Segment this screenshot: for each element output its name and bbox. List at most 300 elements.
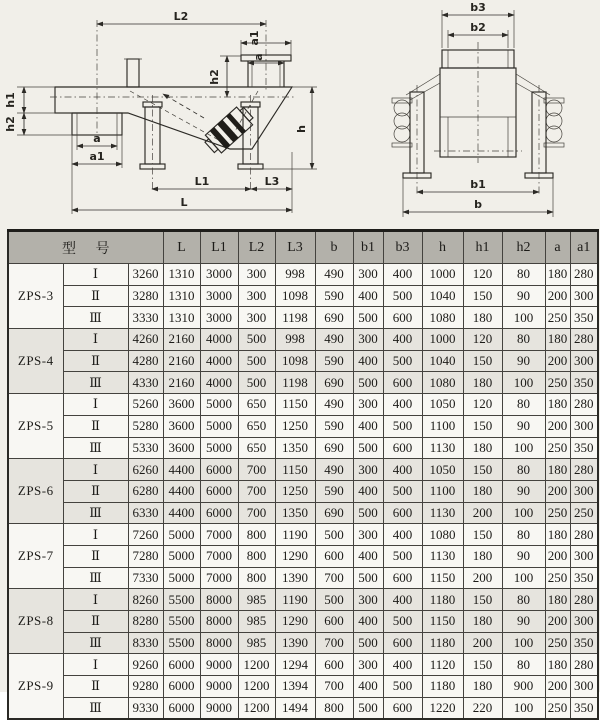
table-cell: 200: [463, 567, 502, 589]
table-cell: 5000: [163, 524, 200, 546]
dim-label-l2: L2: [173, 10, 189, 23]
table-cell: 120: [463, 329, 502, 351]
table-cell: 500: [238, 329, 275, 351]
table-cell: 3600: [163, 394, 200, 416]
table-cell: 1040: [422, 285, 463, 307]
grade-cell: Ⅱ: [63, 611, 128, 633]
table-cell: 1250: [275, 480, 315, 502]
side-view-diagram: [0, 0, 390, 229]
table-cell: 1190: [275, 524, 315, 546]
header-col-b: b: [315, 231, 353, 264]
model-cell: ZPS-6: [8, 459, 63, 524]
grade-cell: Ⅲ: [63, 437, 128, 459]
grade-cell: Ⅲ: [63, 697, 128, 719]
table-cell: 200: [463, 632, 502, 654]
table-cell: 90: [502, 350, 545, 372]
table-cell: 250: [545, 372, 570, 394]
table-cell: 590: [315, 350, 353, 372]
table-cell: 300: [353, 329, 383, 351]
table-cell: 690: [315, 307, 353, 329]
table-cell: 180: [463, 611, 502, 633]
grade-cell: Ⅰ: [63, 264, 128, 286]
table-cell: 490: [315, 459, 353, 481]
dim-label-b3: b3: [470, 1, 486, 14]
table-cell: 350: [570, 632, 598, 654]
table-cell: 6000: [163, 676, 200, 698]
model-cell: ZPS-3: [8, 264, 63, 329]
table-cell: 6000: [200, 459, 238, 481]
table-cell: 400: [383, 654, 422, 676]
grade-cell: Ⅲ: [63, 372, 128, 394]
table-cell: 100: [502, 567, 545, 589]
table-cell: 8280: [128, 611, 163, 633]
table-cell: 1130: [422, 545, 463, 567]
table-cell: 650: [238, 415, 275, 437]
table-cell: 700: [238, 459, 275, 481]
table-cell: 1000: [422, 329, 463, 351]
table-cell: 120: [463, 264, 502, 286]
table-cell: 300: [238, 307, 275, 329]
table-cell: 200: [545, 415, 570, 437]
table-cell: 600: [383, 437, 422, 459]
table-cell: 600: [383, 502, 422, 524]
table-cell: 80: [502, 394, 545, 416]
table-cell: 400: [353, 350, 383, 372]
table-cell: 5000: [200, 415, 238, 437]
table-cell: 80: [502, 264, 545, 286]
spring-right: [546, 100, 562, 142]
dim-label-a1-top: a1: [248, 30, 261, 46]
table-cell: 90: [502, 611, 545, 633]
table-cell: 6000: [200, 480, 238, 502]
table-cell: 200: [545, 350, 570, 372]
table-row: [8, 480, 598, 502]
table-cell: 150: [463, 589, 502, 611]
grade-cell: Ⅰ: [63, 589, 128, 611]
table-cell: 500: [383, 676, 422, 698]
table-cell: 400: [353, 285, 383, 307]
body-outline: [434, 42, 522, 163]
end-view-diagram: [390, 0, 600, 229]
spec-table: [7, 229, 599, 720]
table-cell: 300: [570, 676, 598, 698]
table-cell: 700: [315, 676, 353, 698]
table-cell: 3000: [200, 285, 238, 307]
table-cell: 7000: [200, 567, 238, 589]
table-cell: 4000: [200, 329, 238, 351]
header-col-L: L: [163, 231, 200, 264]
table-cell: 590: [315, 285, 353, 307]
table-cell: 1350: [275, 502, 315, 524]
table-cell: 3000: [200, 264, 238, 286]
grade-cell: Ⅰ: [63, 654, 128, 676]
table-cell: 7280: [128, 545, 163, 567]
table-cell: 1198: [275, 307, 315, 329]
table-cell: 400: [383, 524, 422, 546]
grade-cell: Ⅰ: [63, 394, 128, 416]
top-pipe-stub: [124, 59, 142, 87]
table-cell: 400: [383, 329, 422, 351]
table-cell: 80: [502, 654, 545, 676]
table-cell: 350: [570, 437, 598, 459]
table-cell: 800: [238, 567, 275, 589]
table-row: [8, 545, 598, 567]
table-cell: 600: [383, 307, 422, 329]
spring-left: [394, 100, 410, 142]
grade-cell: Ⅰ: [63, 329, 128, 351]
table-cell: 120: [463, 394, 502, 416]
table-cell: 690: [315, 372, 353, 394]
table-cell: 700: [315, 632, 353, 654]
table-cell: 1080: [422, 524, 463, 546]
table-cell: 1294: [275, 654, 315, 676]
table-cell: 1150: [275, 459, 315, 481]
table-cell: 1290: [275, 545, 315, 567]
table-cell: 1250: [275, 415, 315, 437]
table-cell: 80: [502, 524, 545, 546]
table-cell: 150: [463, 654, 502, 676]
table-cell: 280: [570, 524, 598, 546]
table-cell: 6000: [200, 502, 238, 524]
table-cell: 4260: [128, 329, 163, 351]
table-cell: 5000: [200, 437, 238, 459]
header-col-L2: L2: [238, 231, 275, 264]
table-cell: 350: [570, 372, 598, 394]
table-row: [8, 632, 598, 654]
table-cell: 200: [545, 611, 570, 633]
grade-cell: Ⅱ: [63, 480, 128, 502]
table-cell: 280: [570, 589, 598, 611]
table-cell: 6000: [163, 654, 200, 676]
table-cell: 9000: [200, 654, 238, 676]
table-cell: 100: [502, 307, 545, 329]
table-cell: 180: [545, 394, 570, 416]
table-cell: 300: [570, 545, 598, 567]
table-cell: 6260: [128, 459, 163, 481]
table-cell: 500: [315, 524, 353, 546]
drawings-area: [0, 0, 600, 229]
table-cell: 900: [502, 676, 545, 698]
table-row: [8, 611, 598, 633]
table-cell: 4000: [200, 372, 238, 394]
table-cell: 500: [353, 567, 383, 589]
table-cell: 250: [545, 697, 570, 719]
table-cell: 3330: [128, 307, 163, 329]
table-cell: 5330: [128, 437, 163, 459]
table-cell: 4330: [128, 372, 163, 394]
table-cell: 400: [353, 415, 383, 437]
table-cell: 200: [545, 676, 570, 698]
table-cell: 300: [353, 654, 383, 676]
table-cell: 300: [238, 285, 275, 307]
table-cell: 200: [545, 545, 570, 567]
table-cell: 350: [570, 307, 598, 329]
table-cell: 1394: [275, 676, 315, 698]
table-cell: 250: [570, 502, 598, 524]
table-cell: 500: [383, 480, 422, 502]
table-cell: 300: [353, 394, 383, 416]
dim-label-b2: b2: [470, 21, 486, 34]
table-cell: 250: [545, 567, 570, 589]
table-cell: 5280: [128, 415, 163, 437]
table-cell: 8000: [200, 589, 238, 611]
table-cell: 180: [545, 654, 570, 676]
table-cell: 1190: [275, 589, 315, 611]
table-cell: 400: [383, 264, 422, 286]
table-cell: 400: [353, 480, 383, 502]
table-cell: 1000: [422, 264, 463, 286]
table-cell: 1390: [275, 567, 315, 589]
header-col-a: a: [545, 231, 570, 264]
table-cell: 1220: [422, 697, 463, 719]
table-row: [8, 437, 598, 459]
model-cell: ZPS-8: [8, 589, 63, 654]
table-row: [8, 654, 598, 676]
table-cell: 80: [502, 459, 545, 481]
table-cell: 1150: [422, 611, 463, 633]
table-cell: 9260: [128, 654, 163, 676]
table-cell: 490: [315, 329, 353, 351]
table-cell: 500: [315, 589, 353, 611]
table-cell: 500: [353, 697, 383, 719]
dim-label-b1: b1: [470, 178, 486, 191]
table-cell: 300: [353, 459, 383, 481]
table-cell: 300: [570, 611, 598, 633]
table-cell: 8000: [200, 611, 238, 633]
table-cell: 590: [315, 480, 353, 502]
table-cell: 998: [275, 264, 315, 286]
grade-cell: Ⅱ: [63, 676, 128, 698]
table-cell: 1098: [275, 350, 315, 372]
table-cell: 300: [570, 480, 598, 502]
table-cell: 3260: [128, 264, 163, 286]
grade-cell: Ⅲ: [63, 567, 128, 589]
table-cell: 150: [463, 524, 502, 546]
grade-cell: Ⅰ: [63, 524, 128, 546]
table-cell: 500: [383, 611, 422, 633]
grade-cell: Ⅲ: [63, 307, 128, 329]
table-row: [8, 285, 598, 307]
table-cell: 150: [463, 285, 502, 307]
table-cell: 500: [353, 372, 383, 394]
table-cell: 700: [315, 567, 353, 589]
model-cell: ZPS-9: [8, 654, 63, 720]
table-cell: 500: [383, 350, 422, 372]
header-col-a1: a1: [570, 231, 598, 264]
table-cell: 100: [502, 632, 545, 654]
table-cell: 7260: [128, 524, 163, 546]
table-cell: 650: [238, 394, 275, 416]
table-cell: 8260: [128, 589, 163, 611]
table-cell: 500: [353, 632, 383, 654]
table-cell: 1130: [422, 437, 463, 459]
table-cell: 200: [463, 502, 502, 524]
grade-cell: Ⅱ: [63, 415, 128, 437]
table-cell: 250: [545, 502, 570, 524]
dim-label-l3: L3: [264, 175, 280, 188]
table-cell: 5500: [163, 589, 200, 611]
table-cell: 998: [275, 329, 315, 351]
table-cell: 600: [383, 632, 422, 654]
table-cell: 1180: [422, 676, 463, 698]
table-cell: 985: [238, 611, 275, 633]
header-col-b1: b1: [353, 231, 383, 264]
table-cell: 180: [463, 307, 502, 329]
grade-cell: Ⅱ: [63, 285, 128, 307]
table-cell: 1120: [422, 654, 463, 676]
table-cell: 1050: [422, 394, 463, 416]
model-cell: ZPS-7: [8, 524, 63, 589]
table-cell: 300: [353, 589, 383, 611]
table-cell: 1130: [422, 502, 463, 524]
table-cell: 600: [383, 697, 422, 719]
table-row: [8, 524, 598, 546]
table-cell: 1180: [422, 589, 463, 611]
table-cell: 7000: [200, 524, 238, 546]
table-cell: 7330: [128, 567, 163, 589]
table-cell: 9280: [128, 676, 163, 698]
table-cell: 500: [383, 285, 422, 307]
table-cell: 300: [570, 285, 598, 307]
table-cell: 400: [353, 676, 383, 698]
table-cell: 1290: [275, 611, 315, 633]
table-cell: 350: [570, 697, 598, 719]
table-cell: 500: [383, 545, 422, 567]
table-cell: 3600: [163, 437, 200, 459]
table-cell: 80: [502, 329, 545, 351]
table-cell: 6330: [128, 502, 163, 524]
grade-cell: Ⅰ: [63, 459, 128, 481]
table-cell: 300: [570, 350, 598, 372]
table-cell: 9000: [200, 676, 238, 698]
table-cell: 280: [570, 329, 598, 351]
table-cell: 5500: [163, 611, 200, 633]
table-cell: 600: [315, 611, 353, 633]
grade-cell: Ⅲ: [63, 632, 128, 654]
table-cell: 5000: [200, 394, 238, 416]
table-cell: 180: [545, 329, 570, 351]
table-cell: 1098: [275, 285, 315, 307]
table-cell: 400: [353, 545, 383, 567]
table-cell: 180: [463, 545, 502, 567]
table-cell: 1100: [422, 480, 463, 502]
trough-outline: [50, 87, 296, 149]
table-row: [8, 350, 598, 372]
table-cell: 150: [463, 415, 502, 437]
header-col-b3: b3: [383, 231, 422, 264]
table-cell: 6000: [163, 697, 200, 719]
table-cell: 500: [353, 502, 383, 524]
table-cell: 90: [502, 285, 545, 307]
table-cell: 180: [545, 589, 570, 611]
table-cell: 800: [238, 524, 275, 546]
table-cell: 1198: [275, 372, 315, 394]
table-cell: 1310: [163, 285, 200, 307]
table-cell: 500: [238, 350, 275, 372]
table-row: [8, 394, 598, 416]
table-cell: 9000: [200, 697, 238, 719]
table-cell: 500: [383, 415, 422, 437]
table-cell: 180: [463, 437, 502, 459]
table-cell: 1200: [238, 697, 275, 719]
table-cell: 500: [353, 307, 383, 329]
table-row: [8, 697, 598, 719]
table-cell: 650: [238, 437, 275, 459]
grade-cell: Ⅲ: [63, 502, 128, 524]
table-cell: 9330: [128, 697, 163, 719]
table-cell: 1310: [163, 307, 200, 329]
table-cell: 4400: [163, 459, 200, 481]
table-row: [8, 589, 598, 611]
table-cell: 1100: [422, 415, 463, 437]
table-cell: 250: [545, 632, 570, 654]
table-cell: 8000: [200, 632, 238, 654]
table-cell: 3600: [163, 415, 200, 437]
table-cell: 400: [383, 459, 422, 481]
header-col-h: h: [422, 231, 463, 264]
table-row: [8, 502, 598, 524]
table-cell: 100: [502, 372, 545, 394]
table-cell: 100: [502, 697, 545, 719]
table-cell: 4280: [128, 350, 163, 372]
table-cell: 800: [315, 697, 353, 719]
dim-label-b: b: [474, 198, 482, 211]
table-row: [8, 459, 598, 481]
table-row: [8, 415, 598, 437]
table-cell: 90: [502, 415, 545, 437]
table-cell: 700: [238, 502, 275, 524]
header-col-L3: L3: [275, 231, 315, 264]
table-cell: 3280: [128, 285, 163, 307]
table-cell: 180: [463, 480, 502, 502]
table-cell: 400: [353, 611, 383, 633]
table-cell: 5500: [163, 632, 200, 654]
table-cell: 150: [463, 350, 502, 372]
header-col-h2: h2: [502, 231, 545, 264]
header-col-h1: h1: [463, 231, 502, 264]
table-cell: 1040: [422, 350, 463, 372]
table-cell: 80: [502, 589, 545, 611]
table-cell: 5000: [163, 567, 200, 589]
support-leg-left: [140, 95, 165, 192]
table-cell: 180: [545, 264, 570, 286]
table-cell: 400: [383, 394, 422, 416]
spec-table-body: [8, 264, 598, 720]
table-cell: 200: [545, 480, 570, 502]
table-cell: 7000: [200, 545, 238, 567]
model-cell: ZPS-5: [8, 394, 63, 459]
header-model: 型 号: [8, 231, 163, 264]
table-cell: 250: [545, 437, 570, 459]
table-cell: 1180: [422, 632, 463, 654]
table-cell: 180: [545, 524, 570, 546]
table-cell: 6280: [128, 480, 163, 502]
table-cell: 800: [238, 545, 275, 567]
table-cell: 1390: [275, 632, 315, 654]
table-cell: 220: [463, 697, 502, 719]
table-cell: 3000: [200, 307, 238, 329]
table-cell: 1494: [275, 697, 315, 719]
grade-cell: Ⅱ: [63, 545, 128, 567]
model-cell: ZPS-4: [8, 329, 63, 394]
grade-cell: Ⅱ: [63, 350, 128, 372]
table-cell: 600: [315, 545, 353, 567]
table-cell: 4000: [200, 350, 238, 372]
table-cell: 4400: [163, 480, 200, 502]
table-row: [8, 567, 598, 589]
table-cell: 1050: [422, 459, 463, 481]
table-cell: 1200: [238, 654, 275, 676]
